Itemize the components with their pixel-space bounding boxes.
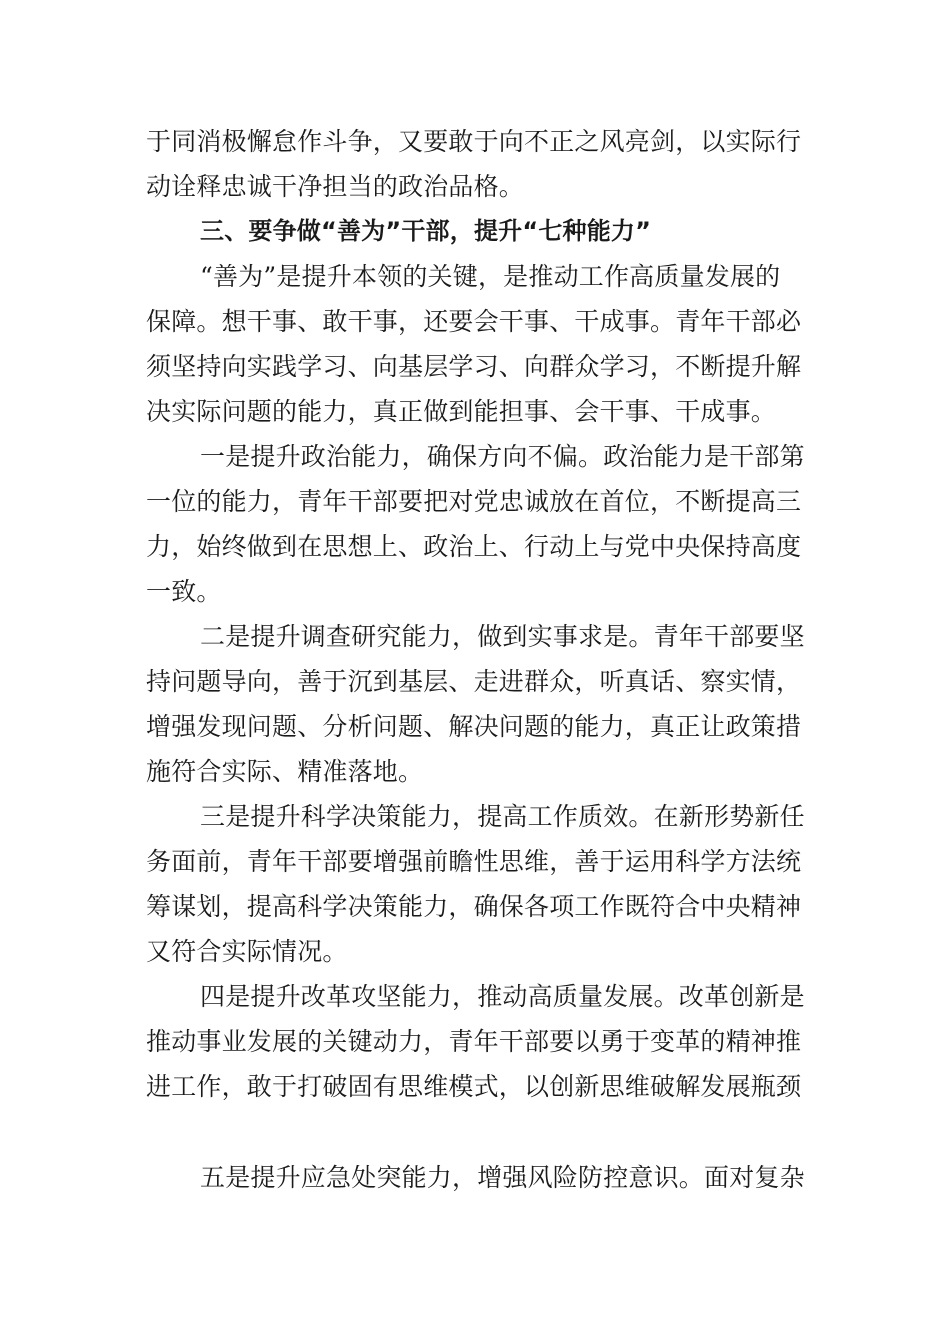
text-line: 施符合实际、精准落地。 [146,757,424,786]
text-line: 动诠释忠诚干净担当的政治品格。 [146,172,525,201]
text-line: 进工作，敢于打破固有思维模式，以创新思维破解发展瓶颈 [146,1072,802,1101]
text-line: 一位的能力，青年干部要把对党忠诚放在首位，不断提高三 [146,487,802,516]
text-line: 一致。 [146,577,222,606]
text-line: 于同消极懈怠作斗争，又要敢于向不正之风亮剑，以实际行 [146,127,802,156]
text-line: 推动事业发展的关键动力，青年干部要以勇于变革的精神推 [146,1027,802,1056]
text-line: 二是提升调查研究能力，做到实事求是。青年干部要坚 [200,622,805,651]
text-line: 持问题导向，善于沉到基层、走进群众，听真话、察实情， [146,667,802,696]
text-line: “善为”是提升本领的关键，是推动工作高质量发展的 [200,262,781,291]
text-line: 又符合实际情况。 [146,937,348,966]
text-line: 五是提升应急处突能力，增强风险防控意识。面对复杂 [200,1163,805,1192]
text-line: 务面前，青年干部要增强前瞻性思维，善于运用科学方法统 [146,847,802,876]
text-line: 保障。想干事、敢干事，还要会干事、干成事。青年干部必 [146,307,802,336]
section-heading: 三、要争做“善为”干部，提升“七种能力” [200,217,652,245]
text-line: 一是提升政治能力，确保方向不偏。政治能力是干部第 [200,442,805,471]
text-line: 三是提升科学决策能力，提高工作质效。在新形势新任 [200,802,805,831]
text-line: 须坚持向实践学习、向基层学习、向群众学习，不断提升解 [146,352,802,381]
text-line: 力，始终做到在思想上、政治上、行动上与党中央保持高度 [146,532,802,561]
text-line: 决实际问题的能力，真正做到能担事、会干事、干成事。 [146,397,777,426]
text-line: 四是提升改革攻坚能力，推动高质量发展。改革创新是 [200,982,805,1011]
text-line: 筹谋划，提高科学决策能力，确保各项工作既符合中央精神 [146,892,802,921]
text-line: 增强发现问题、分析问题、解决问题的能力，真正让政策措 [146,712,802,741]
blank-gap [146,1109,810,1155]
document-body [146,119,810,1200]
